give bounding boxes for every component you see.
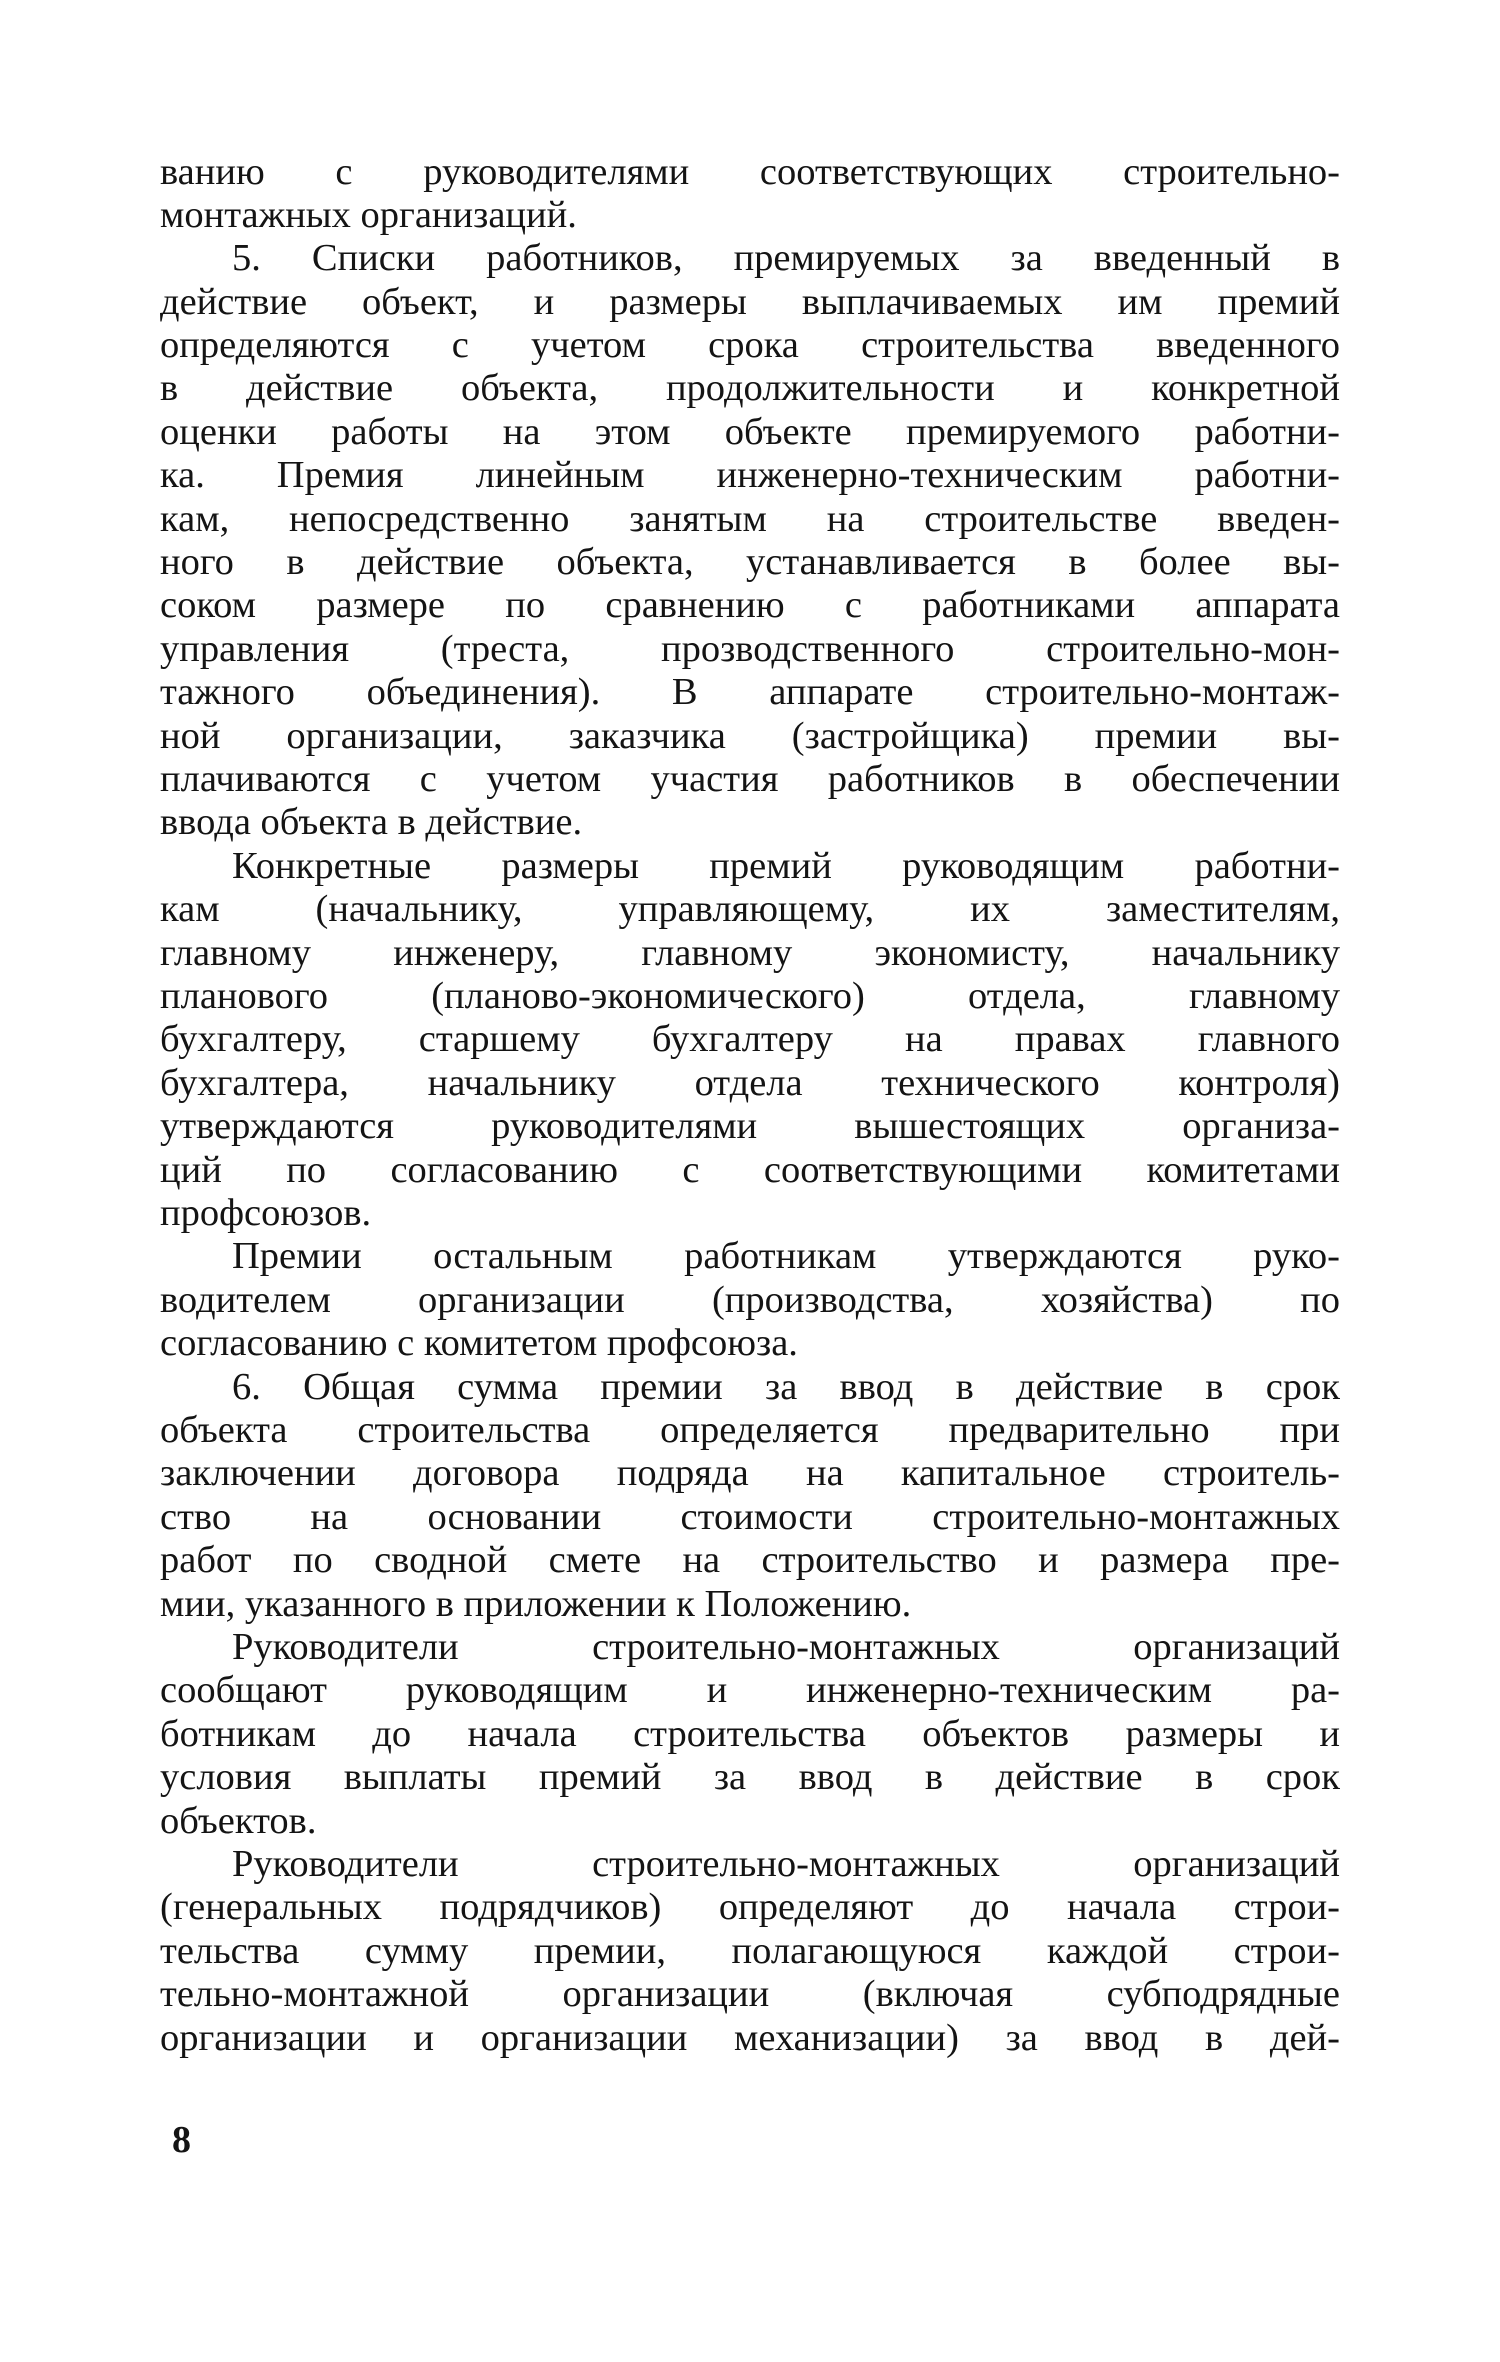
text-line: ка. Премия линейным инженерно-техническим работни- — [160, 454, 1340, 496]
text-line: определяются с учетом срока строительства введенного — [160, 324, 1340, 366]
text-line: мии, указанного в приложении к Положению. — [160, 1583, 912, 1625]
text-line: ство на основании стоимости строительно-монтажных — [160, 1496, 1340, 1538]
text-line: соком размере по сравнению с работниками аппарата — [160, 584, 1340, 626]
text-line: управления (треста, прозводственного строительно-мон- — [160, 628, 1340, 670]
text-line: объекта строительства определяется предварительно при — [160, 1409, 1340, 1451]
text-line: ного в действие объекта, устанавливается в более вы- — [160, 541, 1340, 583]
text-line: бухгалтера, начальнику отдела технического контроля) — [160, 1062, 1340, 1104]
text-line: ввода объекта в действие. — [160, 801, 583, 843]
text-line: 5. Списки работников, премируемых за введенный в — [232, 237, 1340, 279]
text-line: работ по сводной смете на строительство и размера пре- — [160, 1539, 1340, 1581]
text-line: ной организации, заказчика (застройщика) премии вы- — [160, 715, 1340, 757]
text-line: плачиваются с учетом участия работников в обеспечении — [160, 758, 1340, 800]
text-line: планового (планово-экономического) отдела, главному — [160, 975, 1340, 1017]
text-line: главному инженеру, главному экономисту, начальнику — [160, 932, 1340, 974]
text-line: согласованию с комитетом профсоюза. — [160, 1322, 798, 1364]
text-line: объектов. — [160, 1800, 317, 1842]
text-line: (генеральных подрядчиков) определяют до начала строи- — [160, 1886, 1340, 1928]
text-line: 6. Общая сумма премии за ввод в действие в срок — [232, 1366, 1340, 1408]
text-line: в действие объекта, продолжительности и конкретной — [160, 367, 1340, 409]
text-line: Премии остальным работникам утверждаются руко- — [232, 1235, 1340, 1277]
text-line: ций по согласованию с соответствующими комитетами — [160, 1149, 1340, 1191]
text-line: тельно-монтажной организации (включая субподрядные — [160, 1973, 1340, 2015]
text-line: ванию с руководителями соответствующих строительно- — [160, 151, 1340, 193]
text-line: кам, непосредственно занятым на строительстве введен- — [160, 498, 1340, 540]
text-line: организации и организации механизации) за ввод в дей- — [160, 2017, 1340, 2059]
text-line: монтажных организаций. — [160, 194, 577, 236]
text-line: кам (начальнику, управляющему, их заместителям, — [160, 888, 1340, 930]
text-line: тажного объединения). В аппарате строительно-монтаж- — [160, 671, 1340, 713]
text-line: тельства сумму премии, полагающуюся каждой строи- — [160, 1930, 1340, 1972]
text-line: условия выплаты премий за ввод в действие в срок — [160, 1756, 1340, 1798]
text-line: Руководители строительно-монтажных организаций — [232, 1626, 1340, 1668]
text-line: ботникам до начала строительства объектов размеры и — [160, 1713, 1340, 1755]
text-line: профсоюзов. — [160, 1192, 372, 1234]
text-line: сообщают руководящим и инженерно-техническим ра- — [160, 1669, 1340, 1711]
text-line: утверждаются руководителями вышестоящих организа- — [160, 1105, 1340, 1147]
text-line: Конкретные размеры премий руководящим работни- — [232, 845, 1340, 887]
text-line: бухгалтеру, старшему бухгалтеру на правах главного — [160, 1018, 1340, 1060]
text-line: действие объект, и размеры выплачиваемых им премий — [160, 281, 1340, 323]
text-line: заключении договора подряда на капитальное строитель- — [160, 1452, 1340, 1494]
page-number: 8 — [172, 2119, 191, 2161]
text-line: оценки работы на этом объекте премируемого работни- — [160, 411, 1340, 453]
text-line: Руководители строительно-монтажных организаций — [232, 1843, 1340, 1885]
text-line: водителем организации (производства, хозяйства) по — [160, 1279, 1340, 1321]
